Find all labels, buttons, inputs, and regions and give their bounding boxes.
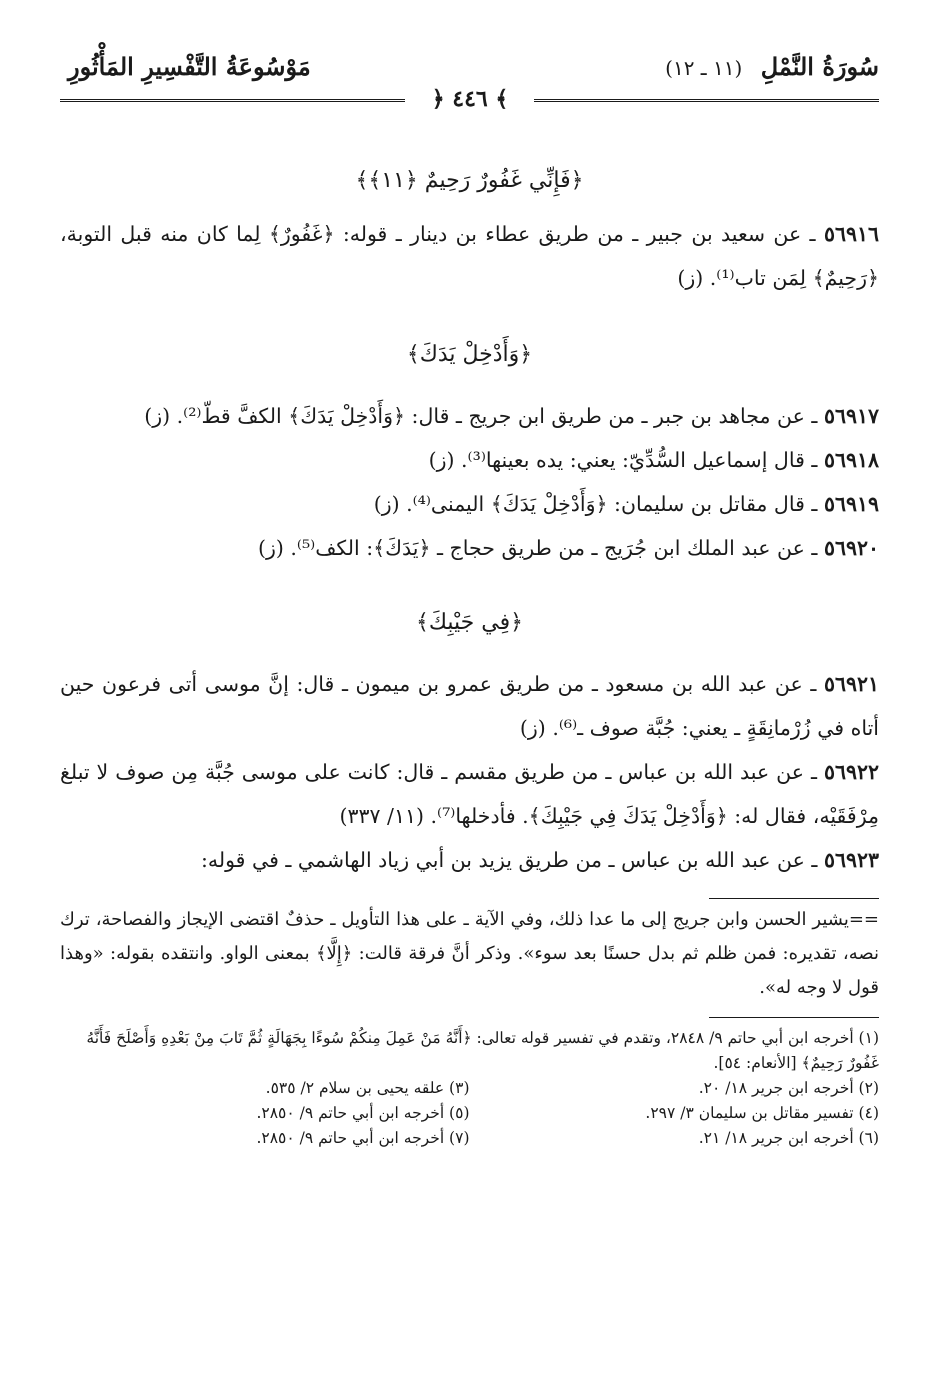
narration-text: ـ عن عبد الله بن عباس ـ من طريق يزيد بن أبي زياد الهاشمي ـ في قوله: — [200, 848, 818, 872]
footnote-7: (٧) أخرجه ابن أبي حاتم ٩/ ٢٨٥٠. — [256, 1129, 470, 1147]
narration-entry — [60, 438, 879, 482]
footnote-1: (١) أخرجه ابن أبي حاتم ٩/ ٢٨٤٨، وتقدم في تفسير قوله تعالى: ﴿أَنَّهُ مَنْ عَمِلَ مِنكُمْ سُوءًا بِجَهَالَةٍ ثُمَّ تَابَ مِنْ بَعْدِهِ وَأَصْلَحَ فَأَنَّهُ غَفُورٌ رَحِيمٌ﴾ [الأنعام: ٥٤]. — [86, 1029, 879, 1072]
narration-number: ٥٦٩١٧ — [823, 404, 879, 428]
header-rule-right — [534, 99, 879, 102]
footnote-4: (٤) تفسير مقاتل بن سليمان ٣/ ٢٩٧. — [645, 1104, 879, 1122]
footnote-continuation-block — [60, 898, 879, 1005]
narration-number: ٥٦٩٢١ — [823, 672, 879, 696]
narration-text: ـ قال مقاتل بن سليمان: ﴿وَأَدْخِلْ يَدَكَ﴾ اليمنى⁽⁴⁾. (ز) — [373, 492, 818, 516]
footnote-row — [60, 1126, 879, 1151]
main-content — [60, 150, 879, 1151]
narration-number: ٥٦٩٢٢ — [823, 760, 879, 784]
narration-entry — [60, 212, 879, 300]
narration-text: ـ قال إسماعيل السُّدِّيّ: يعني: يده بعينها⁽³⁾. (ز) — [428, 448, 818, 472]
narration-number: ٥٦٩١٩ — [823, 492, 879, 516]
surah-title: سُورَةُ النَّمْلِ — [760, 52, 879, 81]
page-ornament-left: ﴿ — [431, 86, 445, 112]
footnote-3: (٣) علقه يحيى بن سلام ٢/ ٥٣٥. — [265, 1079, 470, 1097]
footnote-continuation: ==يشير الحسن وابن جريج إلى ما عدا ذلك، وفي الآية ـ على هذا التأويل ـ حذفٌ اقتضى الإيجاز والفصاحة، ترك نصه، تقديره: فمن ظلم ثم بدل حسنًا بعد سوء». وذكر أنَّ فرقة قالت: ﴿إِلَّا﴾ بمعنى الواو. وانتقده بقوله: «وهذا قول لا وجه له». — [60, 909, 879, 998]
narration-entry — [60, 750, 879, 838]
narration-number: ٥٦٩١٦ — [823, 222, 879, 246]
footnote-separator — [709, 1017, 879, 1018]
footnote-row — [60, 1076, 879, 1101]
narration-text: ـ عن مجاهد بن جبر ـ من طريق ابن جريج ـ قال: ﴿وَأَدْخِلْ يَدَكَ﴾ الكفَّ قطّ⁽²⁾. (ز) — [144, 404, 818, 428]
narration-number: ٥٦٩٢٣ — [823, 848, 879, 872]
page-ornament-right: ﴾ — [495, 86, 509, 112]
surah-header — [665, 52, 879, 81]
narration-text: ـ عن عبد الله بن عباس ـ من طريق مقسم ـ قال: كانت على موسى جُبَّة مِن صوف لا تبلغ مِرْفَقَيْه، فقال له: ﴿وَأَدْخِلْ يَدَكَ فِي جَيْبِكَ﴾. فأدخلها⁽⁷⁾. (١١/ ٣٣٧) — [60, 760, 879, 828]
narration-text: ـ عن سعيد بن جبير ـ من طريق عطاء بن دينار ـ قوله: ﴿غَفُورٌ﴾ لِما كان منه قبل التوبة، ﴿رَحِيمٌ﴾ لِمَن تاب⁽¹⁾. (ز) — [60, 222, 879, 290]
verse-heading: ﴿فَإِنِّي غَفُورٌ رَحِيمٌ ﴿١١﴾﴾ — [355, 168, 584, 193]
page-header — [60, 52, 879, 124]
book-title: مَوْسُوعَةُ التَّفْسِيرِ المَأْثُورِ — [68, 52, 311, 81]
narration-entry — [60, 526, 879, 570]
narration-text: ـ عن عبد الملك ابن جُرَيج ـ من طريق حجاج ـ ﴿يَدَكَ﴾: الكف⁽⁵⁾. (ز) — [257, 536, 818, 560]
footnote-row — [60, 1101, 879, 1126]
footnote-separator — [709, 898, 879, 899]
verse-range: (١١ ـ ١٢) — [665, 56, 743, 80]
verse-section-3 — [60, 598, 879, 882]
narration-entry — [60, 662, 879, 750]
verse-section-2 — [60, 330, 879, 570]
header-rule — [60, 86, 879, 112]
narration-text: ـ عن عبد الله بن مسعود ـ من طريق عمرو بن ميمون ـ قال: إنَّ موسى أتى فرعون حين أتاه في زُرْمانِقَةٍ ـ يعني: جُبَّة صوف ـ⁽⁶⁾. (ز) — [60, 672, 879, 740]
verse-heading: ﴿فِي جَيْبِكَ﴾ — [415, 610, 524, 635]
footnote-5: (٥) أخرجه ابن أبي حاتم ٩/ ٢٨٥٠. — [256, 1104, 470, 1122]
narration-number: ٥٦٩١٨ — [823, 448, 879, 472]
page-number-box — [405, 86, 535, 112]
narration-number: ٥٦٩٢٠ — [823, 536, 879, 560]
footnote-6: (٦) أخرجه ابن جرير ١٨/ ٢١. — [698, 1129, 879, 1147]
narration-entry — [60, 394, 879, 438]
verse-heading: ﴿وَأَدْخِلْ يَدَكَ﴾ — [406, 342, 533, 367]
footnotes — [60, 1026, 879, 1151]
verse-section-1 — [60, 156, 879, 300]
narration-entry — [60, 482, 879, 526]
narration-entry — [60, 838, 879, 882]
footnotes-block — [60, 1017, 879, 1151]
header-rule-left — [60, 99, 405, 102]
footnote-2: (٢) أخرجه ابن جرير ١٨/ ٢٠. — [698, 1079, 879, 1097]
page-number: ٤٤٦ — [452, 86, 488, 112]
